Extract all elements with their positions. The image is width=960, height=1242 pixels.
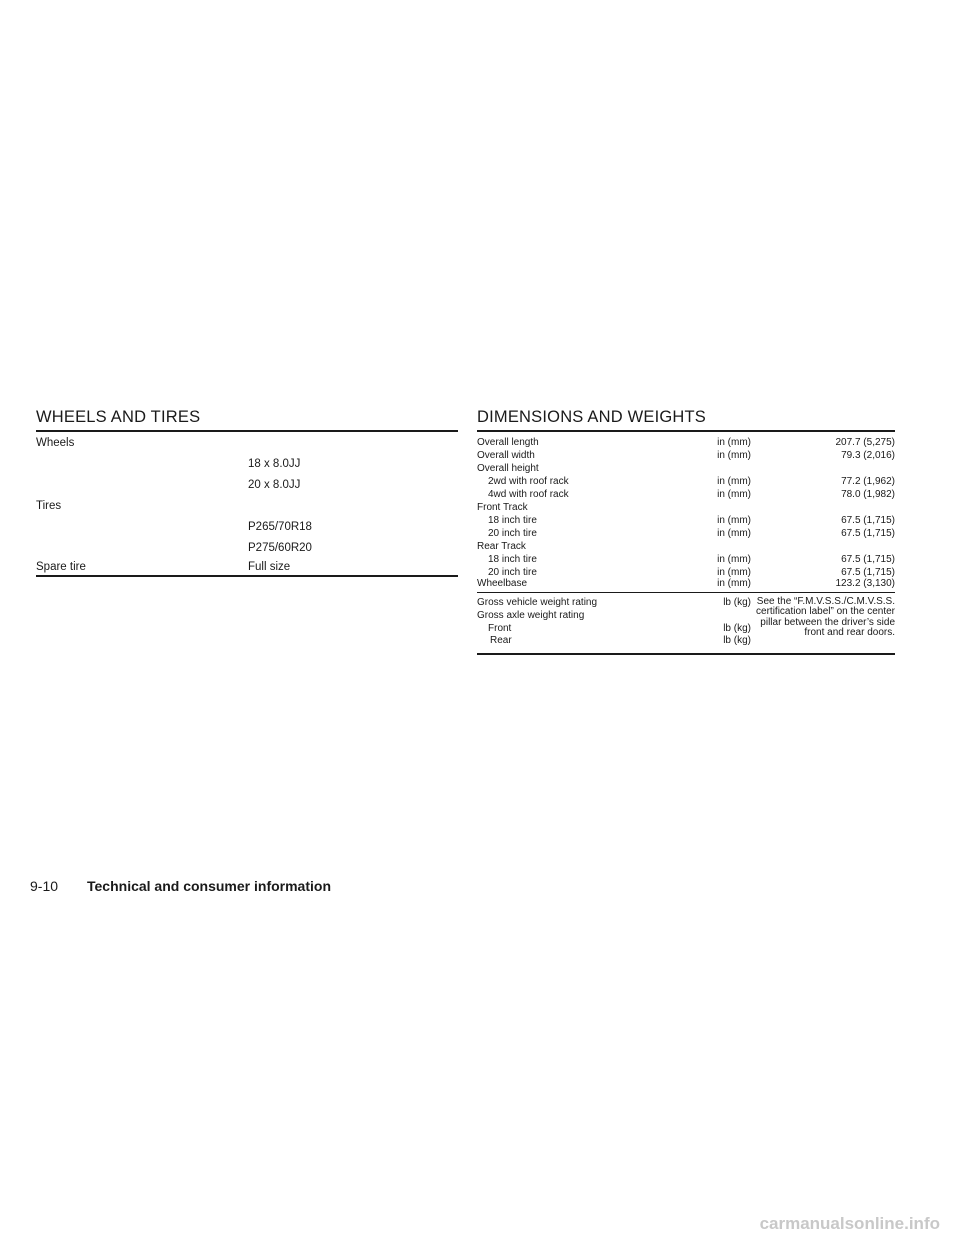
dimension-unit: in (mm) xyxy=(717,528,751,539)
dimension-label: Overall height xyxy=(477,463,539,474)
dimension-label: Overall length xyxy=(477,437,539,448)
dimension-value: 79.3 (2,016) xyxy=(841,450,895,461)
dimension-row-overall-width xyxy=(477,450,895,463)
dimension-unit: in (mm) xyxy=(717,554,751,565)
dimension-unit: in (mm) xyxy=(717,437,751,448)
dimension-value: 67.5 (1,715) xyxy=(841,567,895,578)
dimension-row-front-20 xyxy=(477,528,895,541)
dimension-row-front-track xyxy=(477,502,895,515)
dimension-unit: in (mm) xyxy=(717,567,751,578)
dimension-unit: in (mm) xyxy=(717,476,751,487)
weight-label: Rear xyxy=(490,635,512,646)
weight-label: Gross axle weight rating xyxy=(477,610,585,621)
dimension-value: 67.5 (1,715) xyxy=(841,554,895,565)
dimension-value: 207.7 (5,275) xyxy=(835,437,895,448)
dimensions-divider xyxy=(477,592,895,593)
tires-value-20: P275/60R20 xyxy=(248,542,312,554)
wheels-label: Wheels xyxy=(36,437,75,449)
chapter-title: Technical and consumer information xyxy=(87,878,332,894)
wheels-tires-top-rule xyxy=(36,430,458,432)
dimension-row-4wd-height xyxy=(477,489,895,502)
dimensions-title: DIMENSIONS AND WEIGHTS xyxy=(477,408,707,426)
weight-label: Gross vehicle weight rating xyxy=(477,597,598,608)
weight-label: Front xyxy=(488,623,512,634)
dimension-label: Front Track xyxy=(477,502,528,513)
dimension-row-rear-18 xyxy=(477,554,895,567)
weight-unit: lb (kg) xyxy=(723,597,751,608)
dimension-label: Wheelbase xyxy=(477,578,528,589)
dimension-row-front-18 xyxy=(477,515,895,528)
dimension-row-wheelbase xyxy=(477,578,895,591)
dimensions-top-rule xyxy=(477,430,895,432)
dimension-row-overall-height xyxy=(477,463,895,476)
dimension-row-overall-length xyxy=(477,437,895,450)
dimension-label: Rear Track xyxy=(477,541,526,552)
watermark: carmanualsonline.info xyxy=(759,1214,940,1233)
dimension-value: 77.2 (1,962) xyxy=(841,476,895,487)
weights-certification-note: See the “F.M.V.S.S./C.M.V.S.S. certification label” on the center pillar between the driver’s side front and rear doors. xyxy=(756,596,895,638)
tires-label: Tires xyxy=(36,500,62,512)
dimension-label: 20 inch tire xyxy=(488,528,537,539)
wheels-value-18: 18 x 8.0JJ xyxy=(248,458,301,470)
dimension-row-2wd-height xyxy=(477,476,895,489)
dimension-unit: in (mm) xyxy=(717,489,751,500)
dimension-label: 18 inch tire xyxy=(488,515,537,526)
dimension-label: 20 inch tire xyxy=(488,567,537,578)
page-number: 9-10 xyxy=(30,878,59,894)
wheels-value-20: 20 x 8.0JJ xyxy=(248,479,301,491)
dimension-row-rear-track xyxy=(477,541,895,554)
dimension-unit: in (mm) xyxy=(717,578,751,589)
dimension-unit: in (mm) xyxy=(717,515,751,526)
dimension-value: 67.5 (1,715) xyxy=(841,528,895,539)
spare-tire-value: Full size xyxy=(248,561,291,573)
dimension-label: Overall width xyxy=(477,450,535,461)
wheels-tires-title: WHEELS AND TIRES xyxy=(36,408,201,426)
dimensions-bottom-rule xyxy=(477,653,895,655)
weight-unit: lb (kg) xyxy=(723,635,751,646)
dimension-label: 18 inch tire xyxy=(488,554,537,565)
wheels-tires-bottom-rule xyxy=(36,575,458,577)
dimension-value: 123.2 (3,130) xyxy=(835,578,895,589)
dimension-label: 2wd with roof rack xyxy=(488,476,569,487)
spare-tire-label: Spare tire xyxy=(36,561,86,573)
tires-value-18: P265/70R18 xyxy=(248,521,312,533)
dimension-value: 78.0 (1,982) xyxy=(841,489,895,500)
weight-unit: lb (kg) xyxy=(723,623,751,634)
dimension-label: 4wd with roof rack xyxy=(488,489,569,500)
dimension-unit: in (mm) xyxy=(717,450,751,461)
dimension-value: 67.5 (1,715) xyxy=(841,515,895,526)
